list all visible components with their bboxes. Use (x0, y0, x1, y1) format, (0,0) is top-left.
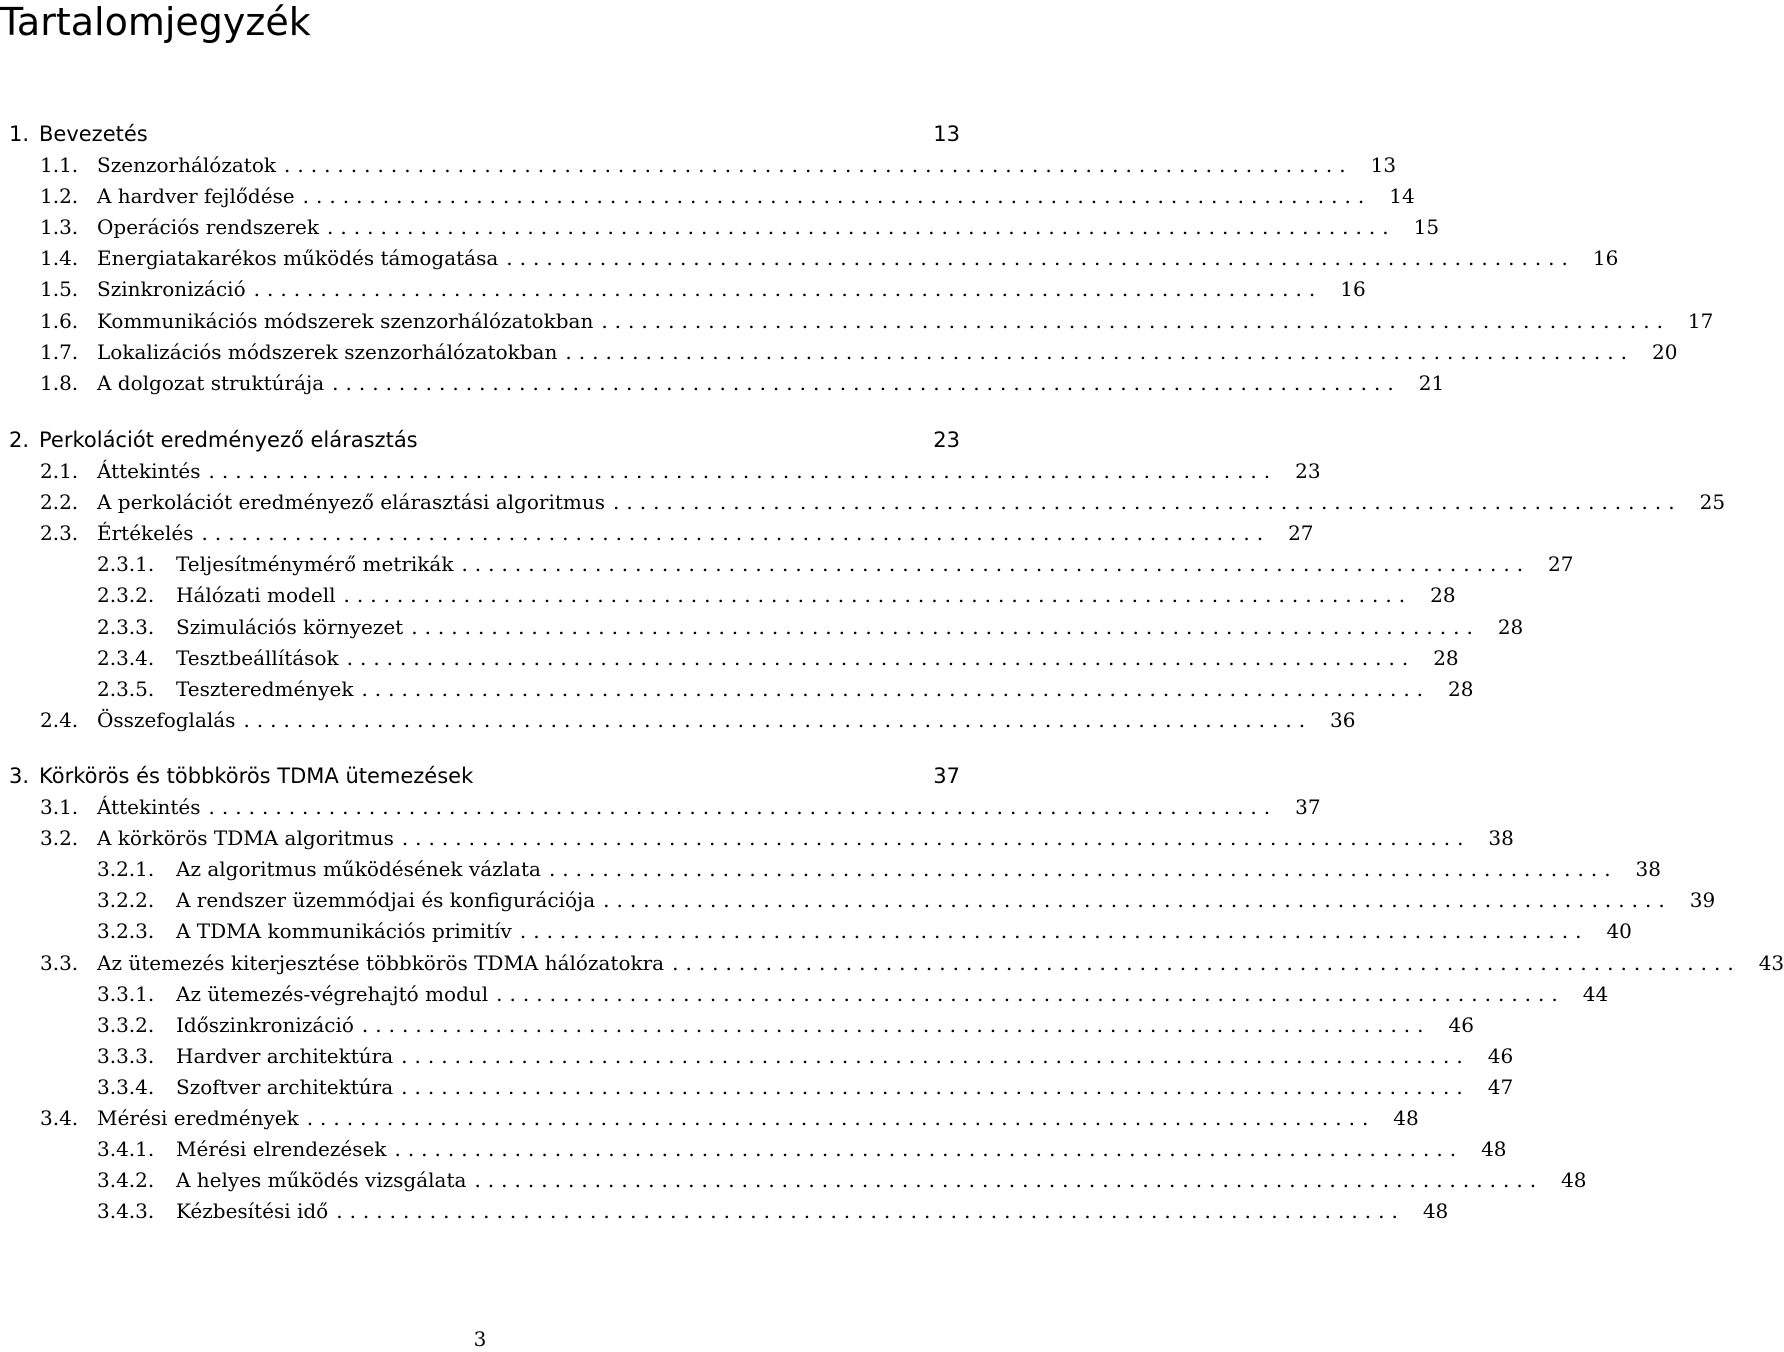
toc-entry[interactable] (40, 213, 1440, 241)
toc-entry-title: Szenzorhálózatok (97, 153, 276, 177)
toc-entry-number: 1.8. (40, 371, 79, 395)
toc-dot-leader: ................................................................................ (548, 857, 1618, 881)
toc-entry-page: 13 (1370, 153, 1397, 177)
toc-dot-leader: ................................................................................ (346, 646, 1416, 670)
toc-entry-title: Az ütemezés kiterjesztése többkörös TDMA hálózatokra (97, 951, 665, 975)
toc-entry-page: 47 (1487, 1075, 1514, 1099)
toc-dot-leader: ................................................................................ (306, 1106, 1376, 1130)
toc-chapter-entry[interactable] (9, 426, 960, 454)
toc-entry[interactable] (97, 613, 1524, 641)
toc-entry-number: 2.3.3. (97, 615, 155, 639)
toc-dot-leader: ................................................................................ (401, 1075, 1470, 1099)
toc-entry-page: 28 (1430, 583, 1456, 607)
toc-entry-page: 44 (1582, 982, 1609, 1006)
toc-entry-number: 2.3.1. (97, 552, 155, 576)
toc-entry[interactable] (97, 550, 1574, 578)
toc-entry-number: 3.2.2. (97, 888, 155, 912)
toc-dot-leader: ................................................................................ (243, 708, 1313, 732)
toc-entry-page: 46 (1487, 1044, 1514, 1068)
toc-entry-number: 1.7. (40, 340, 79, 364)
toc-dot-leader: ................................................................................ (474, 1168, 1544, 1192)
toc-entry[interactable] (97, 644, 1459, 672)
toc-entry-page: 28 (1433, 646, 1459, 670)
toc-entry-page: 28 (1497, 615, 1524, 639)
toc-entry-page: 13 (933, 122, 960, 146)
toc-entry-number: 3.3. (40, 951, 79, 975)
toc-entry-number: 3.2. (40, 826, 79, 850)
toc-dot-leader: ................................................................................ (208, 795, 1278, 819)
toc-entry-page: 36 (1330, 708, 1356, 732)
toc-dot-leader: ................................................................................ (361, 1013, 1431, 1037)
toc-entry-number: 2.3.4. (97, 646, 155, 670)
toc-entry[interactable] (97, 1011, 1474, 1039)
toc-entry-number: 2. (9, 428, 30, 452)
toc-entry-page: 14 (1389, 184, 1415, 208)
toc-entry-page: 48 (1422, 1199, 1449, 1223)
toc-entry-title: Szimulációs környezet (176, 615, 404, 639)
toc-entry-title: Teszteredmények (176, 677, 354, 701)
toc-entry[interactable] (40, 793, 1321, 821)
toc-entry-page: 27 (1548, 552, 1574, 576)
toc-entry-page: 37 (1295, 795, 1321, 819)
toc-dot-leader: ................................................................................ (336, 1199, 1405, 1223)
toc-dot-leader: ................................................................................ (401, 826, 1471, 850)
toc-entry-number: 2.4. (40, 708, 79, 732)
toc-entry[interactable] (97, 675, 1474, 703)
toc-entry-page: 46 (1448, 1013, 1474, 1037)
toc-dot-leader: ................................................................................ (332, 371, 1401, 395)
toc-entry-page: 23 (933, 428, 960, 452)
toc-entry-title: A körkörös TDMA algoritmus (97, 826, 394, 850)
toc-dot-leader: ................................................................................ (506, 246, 1575, 270)
toc-entry[interactable] (40, 706, 1356, 734)
toc-entry-number: 3.3.3. (97, 1044, 155, 1068)
toc-entry-title: Összefoglalás (97, 708, 236, 732)
toc-entry-number: 1.3. (40, 215, 79, 239)
toc-entry-number: 2.3.5. (97, 677, 155, 701)
toc-entry[interactable] (97, 1042, 1514, 1070)
toc-entry-title: Tesztbeállítások (176, 646, 339, 670)
toc-entry[interactable] (97, 1197, 1449, 1225)
toc-entry-page: 16 (1592, 246, 1619, 270)
toc-entry-number: 1.2. (40, 184, 79, 208)
toc-entry[interactable] (40, 307, 1714, 335)
toc-entry-title: Kézbesítési idő (176, 1199, 329, 1223)
toc-entry-page: 37 (933, 764, 960, 788)
toc-dot-leader: ................................................................................ (613, 490, 1682, 514)
toc-entry-page: 17 (1687, 309, 1714, 333)
toc-entry[interactable] (40, 1104, 1419, 1132)
toc-entry[interactable] (97, 1135, 1507, 1163)
toc-entry-number: 1.5. (40, 277, 79, 301)
toc-entry-title: Energiatakarékos működés támogatása (97, 246, 499, 270)
toc-entry-number: 1.1. (40, 153, 79, 177)
toc-entry-page: 25 (1699, 490, 1726, 514)
toc-entry-page: 16 (1340, 277, 1366, 301)
toc-entry-number: 1.6. (40, 309, 79, 333)
toc-dot-leader: ................................................................................ (201, 521, 1271, 545)
toc-entry[interactable] (40, 519, 1314, 547)
toc-entry[interactable] (40, 488, 1726, 516)
toc-entry-title: Szoftver architektúra (176, 1075, 394, 1099)
toc-entry-number: 1.4. (40, 246, 79, 270)
toc-entry[interactable] (97, 1166, 1587, 1194)
toc-entry-title: A hardver fejlődése (97, 184, 295, 208)
toc-entry-page: 43 (1758, 951, 1784, 975)
toc-entry-title: Bevezetés (39, 122, 148, 146)
toc-entry-number: 2.3. (40, 521, 79, 545)
toc-entry[interactable] (40, 151, 1397, 179)
toc-entry-title: A rendszer üzemmódjai és konfigurációja (176, 888, 596, 912)
toc-entry[interactable] (97, 855, 1661, 883)
toc-entry-page: 38 (1635, 857, 1661, 881)
toc-entry-title: A helyes működés vizsgálata (176, 1168, 467, 1192)
toc-entry-number: 3.4.3. (97, 1199, 155, 1223)
toc-dot-leader: ................................................................................ (394, 1137, 1464, 1161)
toc-entry-title: Mérési elrendezések (176, 1137, 387, 1161)
toc-dot-leader: ................................................................................ (603, 888, 1672, 912)
toc-dot-leader: ................................................................................ (461, 552, 1531, 576)
toc-entry-title: Hardver architektúra (176, 1044, 394, 1068)
toc-dot-leader: ................................................................................ (411, 615, 1480, 639)
toc-entry-page: 48 (1561, 1168, 1587, 1192)
toc-entry-number: 3.4. (40, 1106, 79, 1130)
toc-dot-leader: ................................................................................ (284, 153, 1353, 177)
toc-entry-title: Mérési eredmények (97, 1106, 299, 1130)
toc-dot-leader: ................................................................................ (672, 951, 1741, 975)
toc-entry-title: Szinkronizáció (97, 277, 246, 301)
toc-entry-title: Értékelés (97, 521, 194, 545)
toc-entry-title: A dolgozat struktúrája (97, 371, 325, 395)
toc-entry[interactable] (97, 917, 1632, 945)
toc-entry-page: 39 (1689, 888, 1716, 912)
toc-entry-number: 3.2.3. (97, 919, 155, 943)
toc-entry[interactable] (40, 244, 1619, 272)
toc-entry-page: 38 (1488, 826, 1514, 850)
page-title: Tartalomjegyzék (0, 0, 311, 44)
toc-entry-title: Operációs rendszerek (97, 215, 320, 239)
toc-entry-title: Lokalizációs módszerek szenzorhálózatokban (97, 340, 558, 364)
toc-entry-title: Az algoritmus működésének vázlata (176, 857, 541, 881)
toc-entry-title: Teljesítménymérő metrikák (176, 552, 454, 576)
toc-entry[interactable] (40, 457, 1321, 485)
toc-entry-title: Körkörös és többkörös TDMA ütemezések (39, 764, 474, 788)
toc-dot-leader: ................................................................................ (327, 215, 1396, 239)
toc-dot-leader: ................................................................................ (401, 1044, 1470, 1068)
toc-chapter-entry[interactable] (9, 762, 960, 790)
toc-entry[interactable] (40, 275, 1366, 303)
toc-entry-number: 3.3.4. (97, 1075, 155, 1099)
toc-entry-number: 3. (9, 764, 30, 788)
page-number: 3 (473, 1327, 487, 1351)
toc-entry-page: 15 (1413, 215, 1440, 239)
toc-dot-leader: ................................................................................ (565, 340, 1634, 364)
toc-entry-title: Perkolációt eredményező elárasztás (39, 428, 418, 452)
toc-entry-title: Az ütemezés-végrehajtó modul (176, 982, 489, 1006)
toc-entry-number: 2.3.2. (97, 583, 155, 607)
toc-entry-page: 48 (1481, 1137, 1507, 1161)
toc-entry-title: A perkolációt eredményező elárasztási algoritmus (97, 490, 605, 514)
toc-entry-title: Időszinkronizáció (176, 1013, 354, 1037)
toc-entry-number: 1. (9, 122, 30, 146)
toc-entry-number: 3.3.1. (97, 982, 155, 1006)
toc-dot-leader: ................................................................................ (253, 277, 1323, 301)
toc-entry[interactable] (40, 369, 1445, 397)
toc-entry-title: Hálózati modell (176, 583, 336, 607)
toc-entry-page: 27 (1288, 521, 1314, 545)
toc-entry-title: Áttekintés (97, 459, 201, 483)
toc-entry-page: 28 (1448, 677, 1474, 701)
toc-entry[interactable] (40, 824, 1514, 852)
toc-entry[interactable] (97, 980, 1609, 1008)
toc-entry-page: 21 (1418, 371, 1445, 395)
toc-dot-leader: ................................................................................ (302, 184, 1372, 208)
toc-dot-leader: ................................................................................ (519, 919, 1589, 943)
toc-entry[interactable] (40, 338, 1678, 366)
toc-entry-number: 3.4.2. (97, 1168, 155, 1192)
toc-entry-title: A TDMA kommunikációs primitív (176, 919, 512, 943)
toc-entry-number: 3.3.2. (97, 1013, 155, 1037)
toc-entry-number: 3.4.1. (97, 1137, 155, 1161)
toc-dot-leader: ................................................................................ (208, 459, 1278, 483)
toc-entry-title: Áttekintés (97, 795, 201, 819)
toc-entry[interactable] (97, 1073, 1514, 1101)
toc-entry-page: 20 (1651, 340, 1678, 364)
toc-entry-title: Kommunikációs módszerek szenzorhálózatokban (97, 309, 594, 333)
toc-dot-leader: ................................................................................ (343, 583, 1413, 607)
toc-dot-leader: ................................................................................ (601, 309, 1670, 333)
toc-entry-number: 2.1. (40, 459, 79, 483)
toc-entry[interactable] (40, 949, 1784, 977)
toc-entry-number: 3.2.1. (97, 857, 155, 881)
toc-entry-number: 3.1. (40, 795, 79, 819)
toc-entry[interactable] (97, 581, 1456, 609)
toc-dot-leader: ................................................................................ (496, 982, 1565, 1006)
toc-entry-page: 48 (1393, 1106, 1419, 1130)
toc-entry[interactable] (40, 182, 1415, 210)
toc-entry-page: 23 (1295, 459, 1321, 483)
toc-entry-number: 2.2. (40, 490, 79, 514)
toc-chapter-entry[interactable] (9, 120, 960, 148)
toc-entry-page: 40 (1606, 919, 1632, 943)
toc-dot-leader: ................................................................................ (361, 677, 1431, 701)
toc-entry[interactable] (97, 886, 1716, 914)
